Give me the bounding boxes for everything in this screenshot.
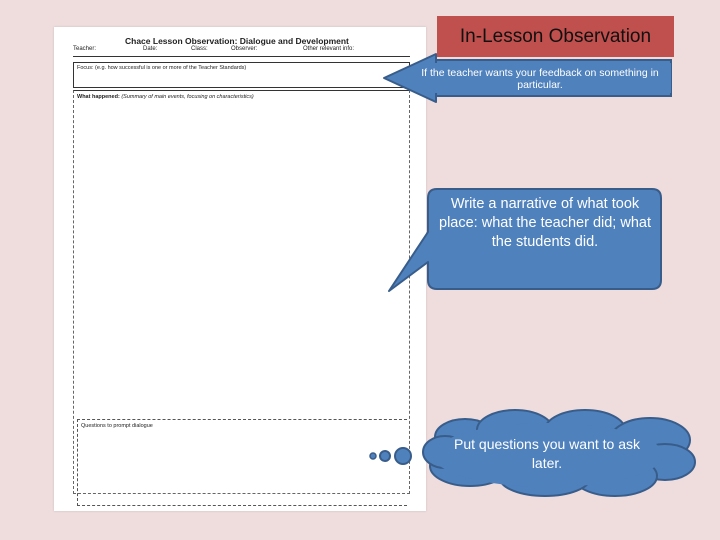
feedback-callout-text: If the teacher wants your feedback on something in particular. (421, 67, 659, 91)
field-date: Date: (143, 46, 158, 52)
focus-label: Focus: (e.g. how successful is one or more of the Teacher Standards) (77, 65, 247, 71)
field-teacher: Teacher: (73, 46, 97, 52)
field-class: Class: (191, 46, 208, 52)
form-title: Chace Lesson Observation: Dialogue and Development (125, 36, 349, 46)
questions-label: Questions to prompt dialogue (81, 423, 153, 429)
narrative-callout-text: Write a narrative of what took place: what the teacher did; what the students did. (439, 196, 651, 250)
slide-title: In-Lesson Observation (437, 16, 674, 57)
field-other-info: Other relevant info: (303, 46, 355, 52)
what-happened-label: What happened: (Summary of main events, focusing on characteristics) (77, 94, 254, 100)
field-observer: Observer: (231, 46, 258, 52)
questions-callout-text: Put questions you want to ask later. (454, 436, 640, 471)
